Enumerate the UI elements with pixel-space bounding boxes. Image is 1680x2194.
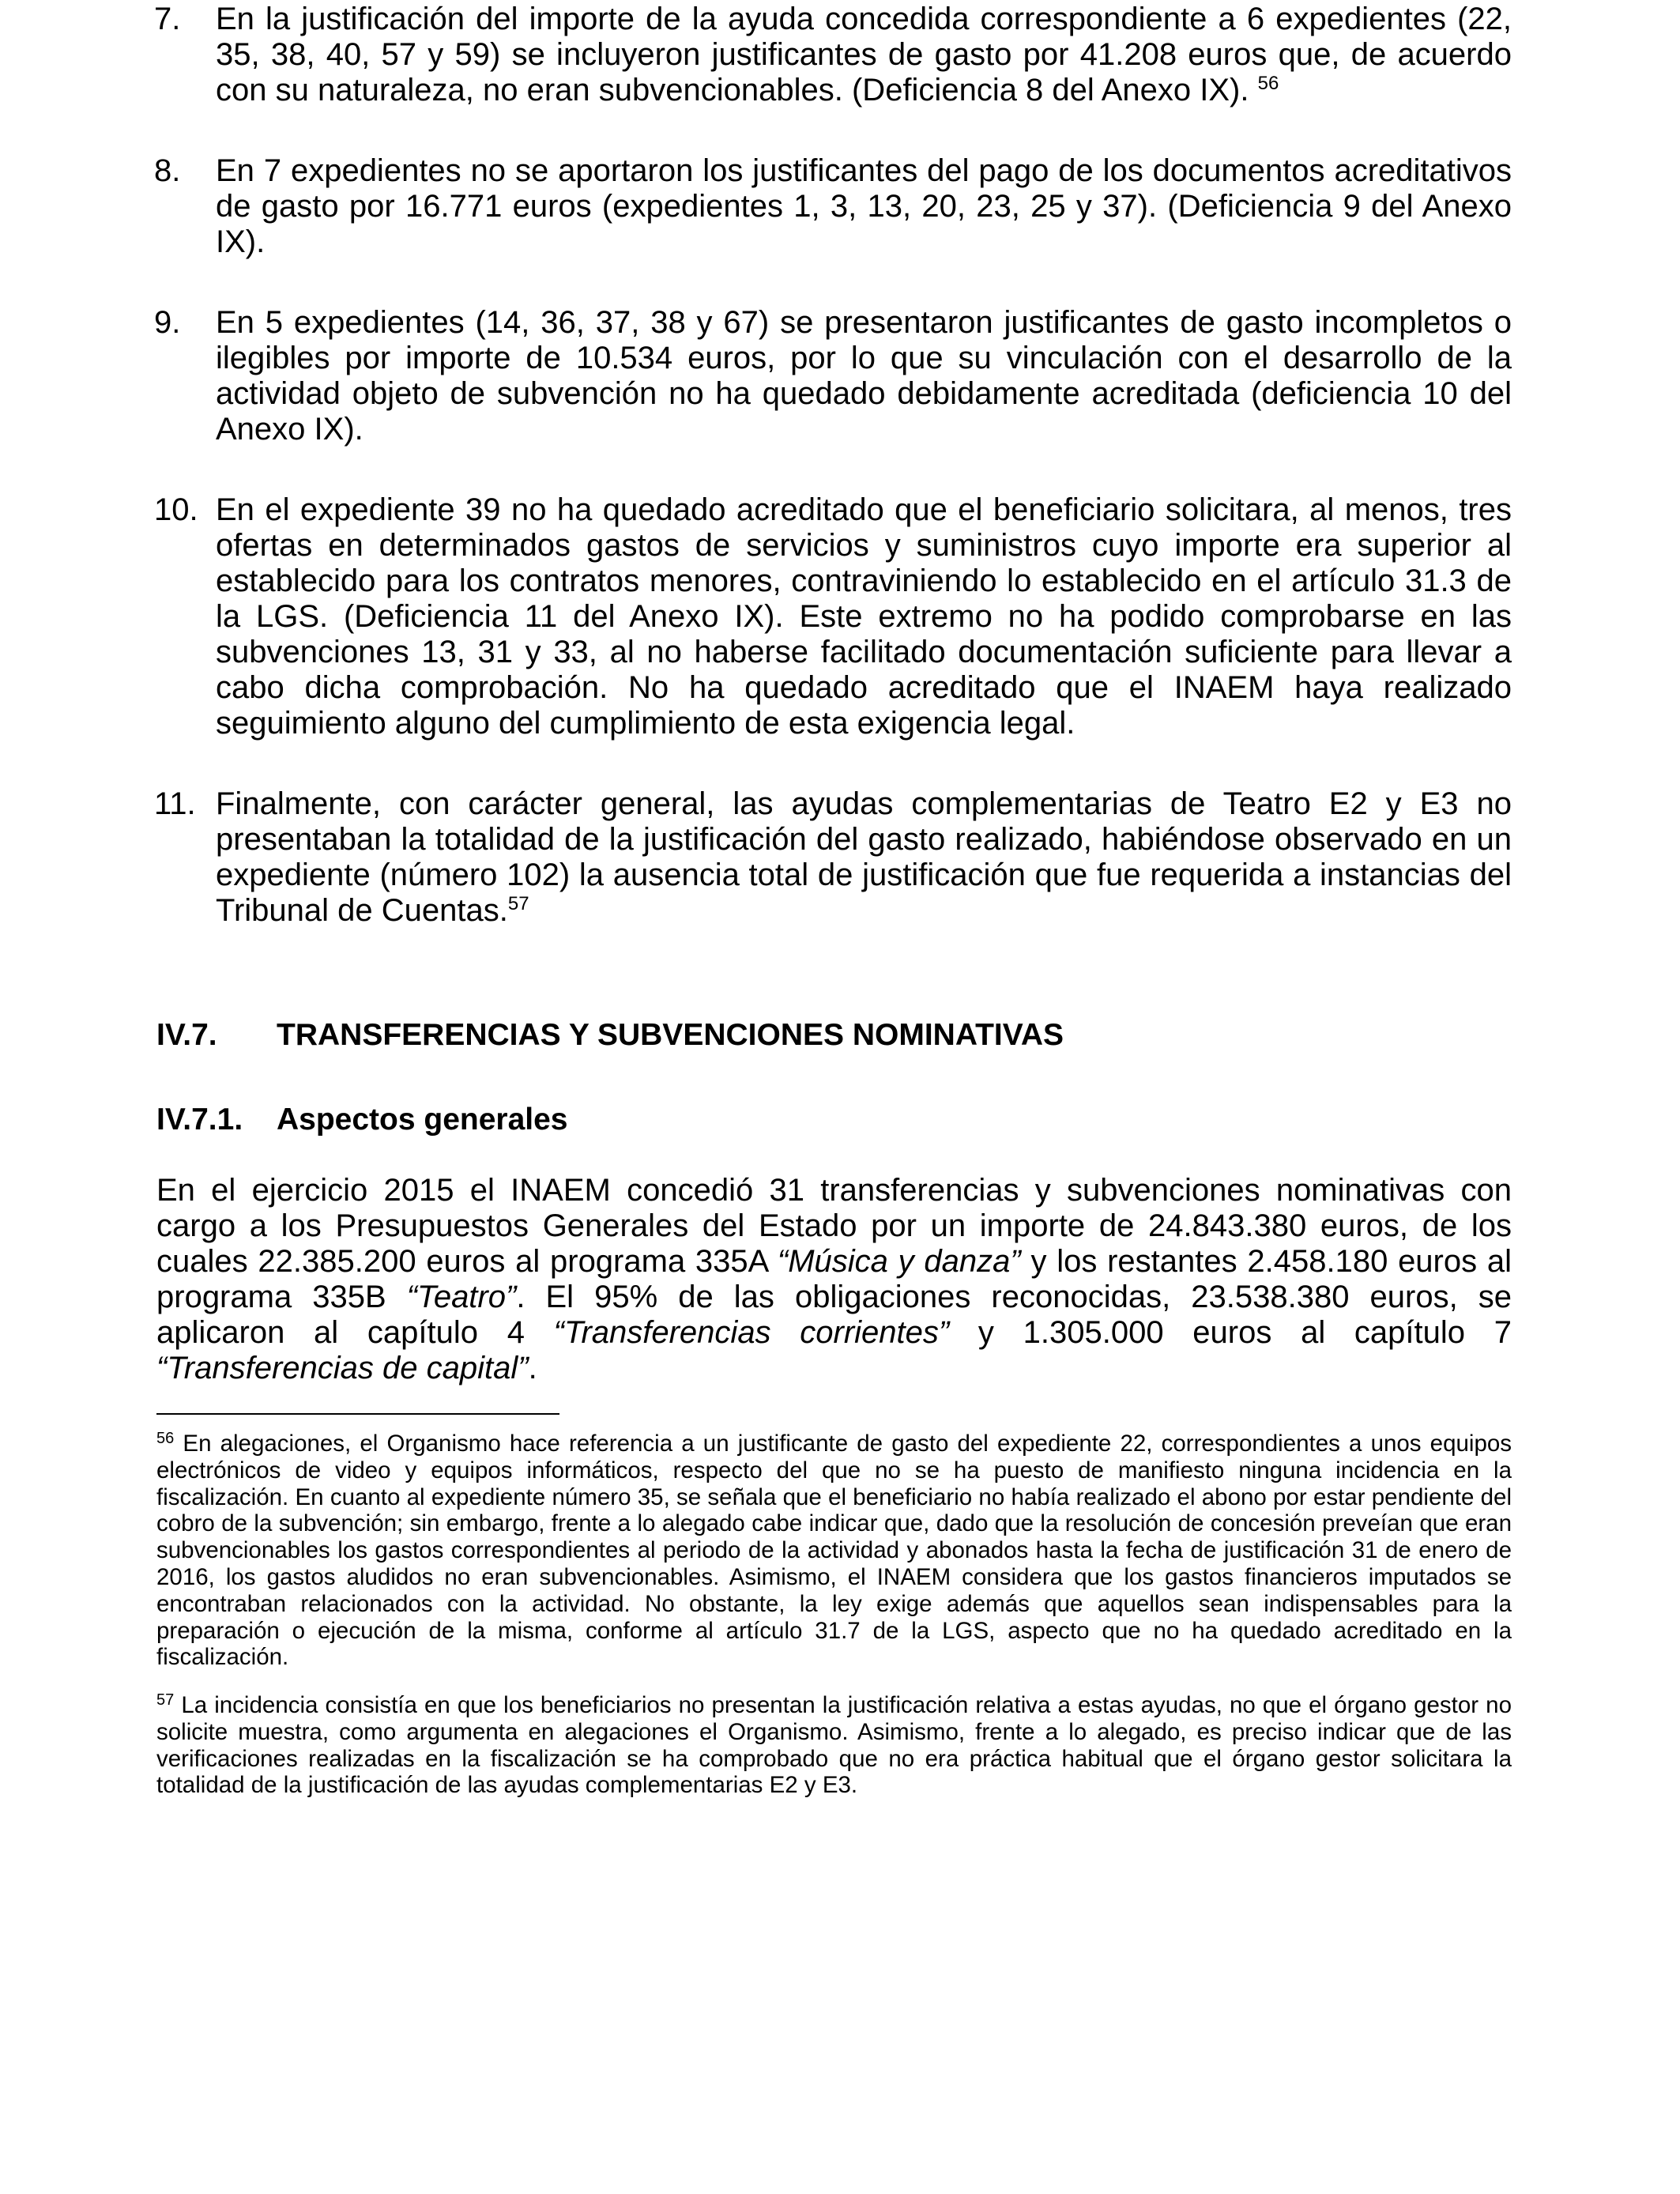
footnote-number: 56 xyxy=(156,1430,175,1447)
list-item xyxy=(154,492,1512,741)
list-item xyxy=(154,153,1512,260)
footnote-ref[interactable]: 56 xyxy=(1257,73,1279,94)
list-item-text: En el expediente 39 no ha quedado acreditado que el beneficiario solicitara, al menos, tres ofertas en determinados gastos de servicios y suministros cuyo importe era superior al establecido para los contratos menores, contraviniendo lo establecido en el artículo 31.3 de la LGS. (Deficiencia 11 del Anexo IX). Este extremo no ha podido comprobarse en las subvenciones 13, 31 y 33, al no haberse facilitado documentación suficiente para llevar a cabo dicha comprobación. No ha quedado acreditado que el INAEM haya realizado seguimiento alguno del cumplimiento de esta exigencia legal. xyxy=(216,492,1512,741)
footnote-number: 57 xyxy=(156,1691,175,1709)
list-item-number: 11. xyxy=(154,786,196,821)
section-number: IV.7. xyxy=(156,1018,217,1052)
footnote: $^{57}$ La incidencia consistía en que los beneficiarios no presentan la justificación relativa a estas ayudas, no que el órgano gestor no solicite muestra, como argumenta en alegaciones el Organismo. Asimismo, frente a lo alegado, es preciso indicar que de las verificaciones realizadas en la fiscalización se ha comprobado que no era práctica habitual que el órgano gestor solicitara la totalidad de la justificación de las ayudas complementarias E2 y E3. xyxy=(156,1691,1512,1799)
list-item-number: 8. xyxy=(154,153,181,188)
body-paragraph: En el ejercicio 2015 el INAEM concedió 31 transferencias y subvenciones nominativas con cargo a los Presupuestos Generales del Estado por un importe de 24.843.380 euros, de los cuales 22.385.200 euros al programa 335A “Música y danza” y los restantes 2.458.180 euros al programa 335B “Teatro”. El 95% de las obligaciones reconocidas, 23.538.380 euros, se aplicaron al capítulo 4 “Transferencias corrientes” y 1.305.000 euros al capítulo 7 “Transferencias de capital”. xyxy=(156,1173,1512,1385)
list-item xyxy=(154,305,1512,447)
numbered-list xyxy=(154,2,1512,974)
footnote: $^{56}$ En alegaciones, el Organismo hace referencia a un justificante de gasto del expediente 22, correspondientes a unos equipos electrónicos de video y equipos informáticos, respecto del que no se ha puesto de manifiesto ninguna incidencia en la fiscalización. En cuanto al expediente número 35, se señala que el beneficiario no había realizado el abono por estar pendiente del cobro de la subvención; sin embargo, frente a lo alegado cabe indicar que, dado que la resolución de concesión preveían que eran subvencionables los gastos correspondientes al periodo de la actividad y abonados hasta la fecha de justificación 31 de enero de 2016, los gastos aludidos no eran subvencionables. Asimismo, el INAEM considera que los gastos financieros imputados se encontraban relacionados con la actividad. No obstante, la ley exige además que aquellos sean indispensables para la preparación o ejecución de la misma, conforme al artículo 31.7 de la LGS, aspecto que no ha quedado acreditado en la fiscalización. xyxy=(156,1430,1512,1671)
list-item-number: 7. xyxy=(154,2,181,36)
list-item xyxy=(154,786,1512,929)
footnote-separator xyxy=(156,1413,559,1415)
subsection-heading xyxy=(156,1102,568,1137)
list-item xyxy=(154,2,1512,108)
list-item-text: En 5 expedientes (14, 36, 37, 38 y 67) se presentaron justificantes de gasto incompletos o ilegibles por importe de 10.534 euros, por lo que su vinculación con el desarrollo de la actividad objeto de subvención no ha quedado debidamente acreditada (deficiencia 10 del Anexo IX). xyxy=(216,305,1512,447)
footnote-ref[interactable]: 57 xyxy=(507,893,529,914)
subsection-number: IV.7.1. xyxy=(156,1103,243,1137)
list-item-number: 10. xyxy=(154,492,198,527)
list-item-number: 9. xyxy=(154,305,181,340)
list-item-text: En 7 expedientes no se aportaron los justificantes del pago de los documentos acreditativos de gasto por 16.771 euros (expedientes 1, 3, 13, 20, 23, 25 y 37). (Deficiencia 9 del Anexo IX). xyxy=(216,153,1512,259)
list-item-text: En la justificación del importe de la ayuda concedida correspondiente a 6 expedientes (22, 35, 38, 40, 57 y 59) se incluyeron justificantes de gasto por 41.208 euros que, de acuerdo con su naturaleza, no eran subvencionables. (Deficiencia 8 del Anexo IX). $^{56}$ xyxy=(216,2,1512,107)
section-title: TRANSFERENCIAS Y SUBVENCIONES NOMINATIVAS xyxy=(277,1018,1064,1052)
section-heading xyxy=(156,1017,1064,1053)
list-item-text: Finalmente, con carácter general, las ayudas complementarias de Teatro E2 y E3 no presentaban la totalidad de la justificación del gasto realizado, habiéndose observado en un expediente (número 102) la ausencia total de justificación que fue requerida a instancias del Tribunal de Cuentas.$^{57}$ xyxy=(216,786,1512,928)
subsection-title: Aspectos generales xyxy=(277,1103,568,1137)
